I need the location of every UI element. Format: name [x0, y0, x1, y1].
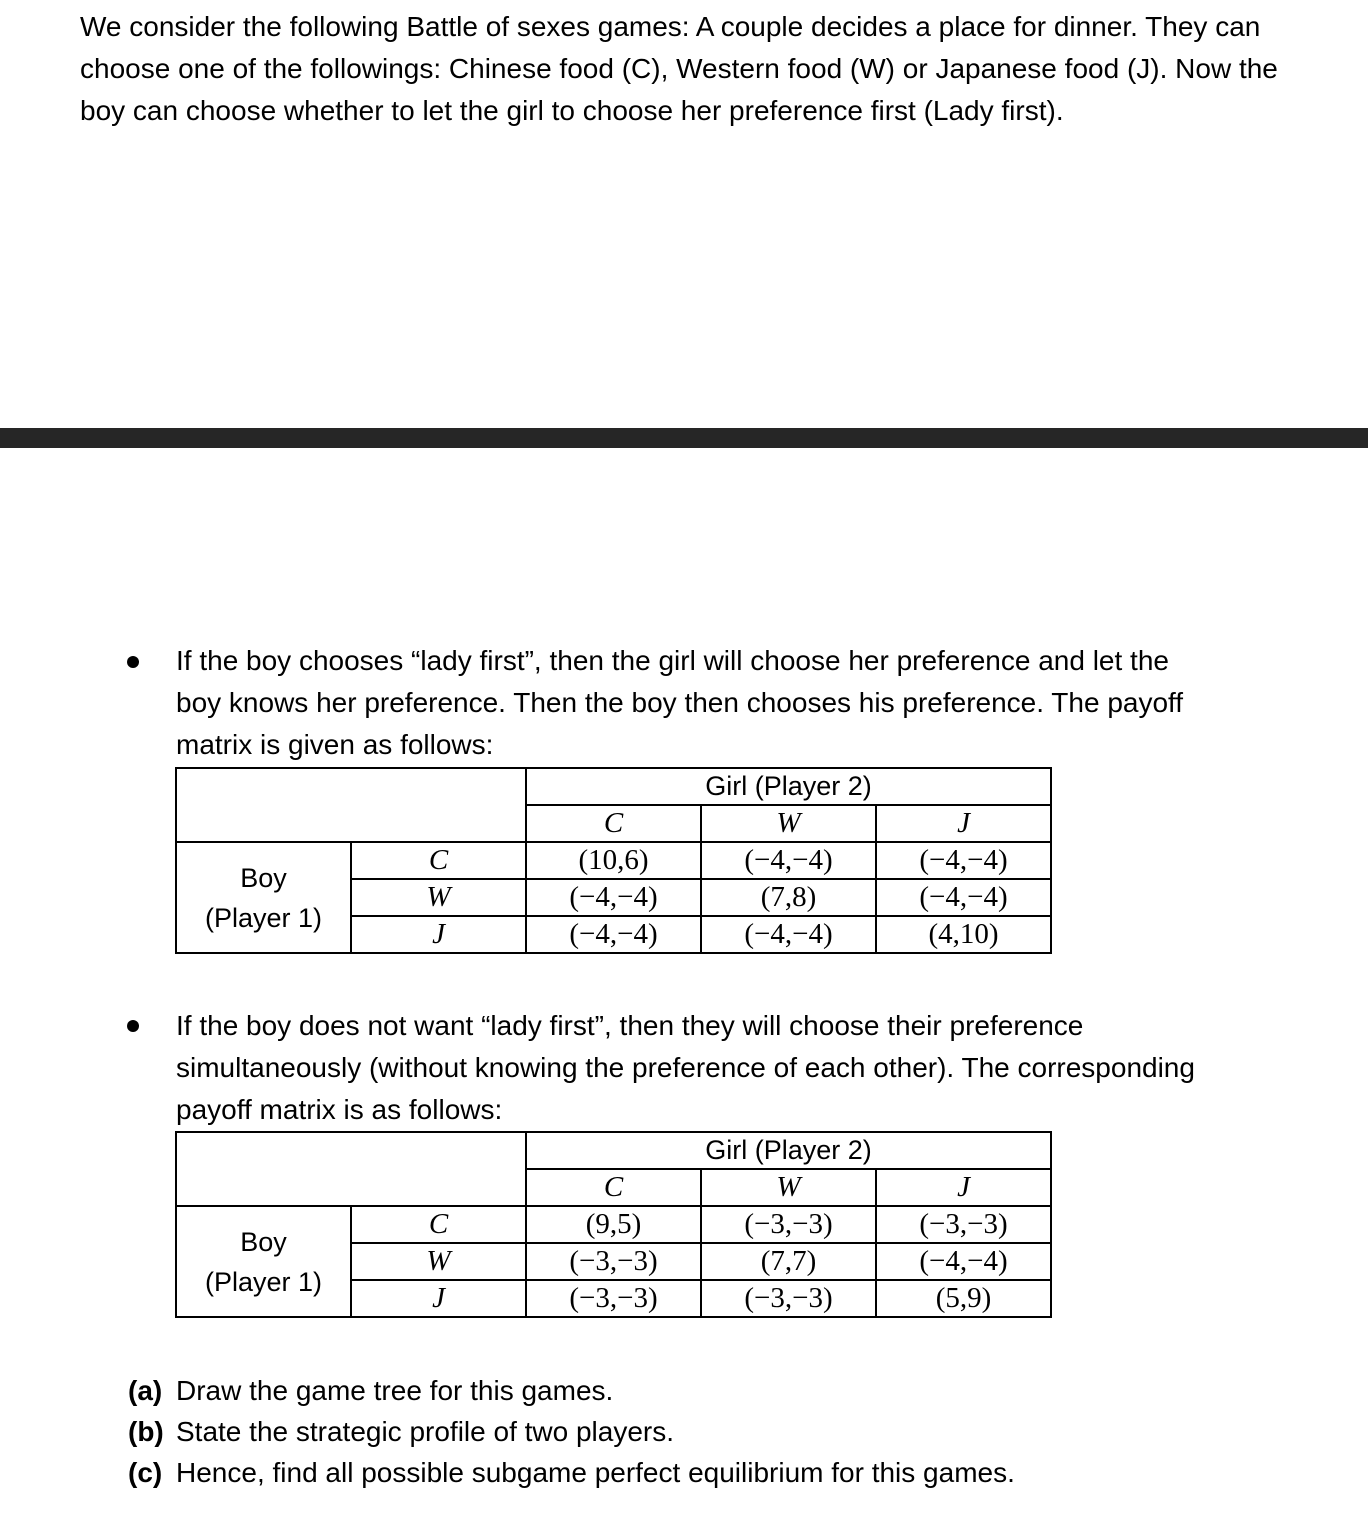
- payoff-cell: (−3,−3): [526, 1243, 701, 1280]
- payoff-cell: (−4,−4): [701, 916, 876, 953]
- payoff-cell: (−3,−3): [876, 1206, 1051, 1243]
- payoff-cell: (−3,−3): [701, 1280, 876, 1317]
- column-header: C: [526, 1169, 701, 1206]
- empty-corner-cell: [176, 768, 526, 842]
- row-header: J: [351, 1280, 526, 1317]
- payoff-cell: (−4,−4): [526, 879, 701, 916]
- question-text: Draw the game tree for this games.: [176, 1375, 614, 1406]
- question-item: [128, 1411, 1278, 1452]
- question-label: (c): [128, 1457, 163, 1488]
- bullet-text: If the boy chooses “lady first”, then the girl will choose her preference and let the boy knows her preference. Then the boy then chooses his preference. The payoff matrix is given as follows:: [176, 645, 1184, 760]
- payoff-cell: (−4,−4): [876, 1243, 1051, 1280]
- row-header: W: [351, 1243, 526, 1280]
- payoff-cell: (10,6): [526, 842, 701, 879]
- column-header: J: [876, 1169, 1051, 1206]
- column-header: W: [701, 805, 876, 842]
- row-player-line2: (Player 1): [204, 902, 323, 933]
- question-list: [128, 1370, 1278, 1493]
- payoff-cell: (−4,−4): [876, 842, 1051, 879]
- column-header: W: [701, 1169, 876, 1206]
- payoff-matrix-simultaneous: [175, 1131, 1052, 1318]
- question-label: (a): [128, 1375, 163, 1406]
- payoff-cell: (9,5): [526, 1206, 701, 1243]
- payoff-cell: (−3,−3): [701, 1206, 876, 1243]
- question-text: State the strategic profile of two players.: [176, 1416, 675, 1447]
- payoff-cell: (−4,−4): [876, 879, 1051, 916]
- payoff-cell: (−3,−3): [526, 1280, 701, 1317]
- column-header: J: [876, 805, 1051, 842]
- column-header: C: [526, 805, 701, 842]
- row-player-line2: (Player 1): [204, 1266, 323, 1297]
- question-label: (b): [128, 1416, 164, 1447]
- column-player-label: Girl (Player 2): [526, 768, 1051, 805]
- question-text: Hence, find all possible subgame perfect equilibrium for this games.: [176, 1457, 1015, 1488]
- row-player-line1: Boy: [240, 862, 287, 893]
- payoff-matrix-lady-first: [175, 767, 1052, 954]
- row-header: W: [351, 879, 526, 916]
- bullet-dot: [127, 656, 139, 668]
- intro-paragraph: We consider the following Battle of sexes games: A couple decides a place for dinner. They can choose one of the followings: Chinese food (C), Western food (W) or Japanese food (J). Now the boy can choose whether to let the girl to choose her preference first (Lady first).: [80, 11, 1278, 126]
- payoff-cell: (−4,−4): [701, 842, 876, 879]
- column-player-label: Girl (Player 2): [526, 1132, 1051, 1169]
- row-player-label: [176, 1206, 351, 1317]
- payoff-cell: (7,7): [701, 1243, 876, 1280]
- row-header: J: [351, 916, 526, 953]
- empty-corner-cell: [176, 1132, 526, 1206]
- row-header: C: [351, 842, 526, 879]
- bullet-text: If the boy does not want “lady first”, then they will choose their preference simultaneously (without knowing the preference of each other). The corresponding payoff matrix is as follows:: [176, 1010, 1195, 1125]
- payoff-cell: (4,10): [876, 916, 1051, 953]
- row-player-label: [176, 842, 351, 953]
- row-header: C: [351, 1206, 526, 1243]
- question-item: [128, 1452, 1278, 1493]
- payoff-cell: (7,8): [701, 879, 876, 916]
- payoff-cell: (5,9): [876, 1280, 1051, 1317]
- payoff-cell: (−4,−4): [526, 916, 701, 953]
- bullet-dot: [127, 1020, 139, 1032]
- row-player-line1: Boy: [240, 1226, 287, 1257]
- question-item: [128, 1370, 1278, 1411]
- section-divider: [0, 428, 1368, 448]
